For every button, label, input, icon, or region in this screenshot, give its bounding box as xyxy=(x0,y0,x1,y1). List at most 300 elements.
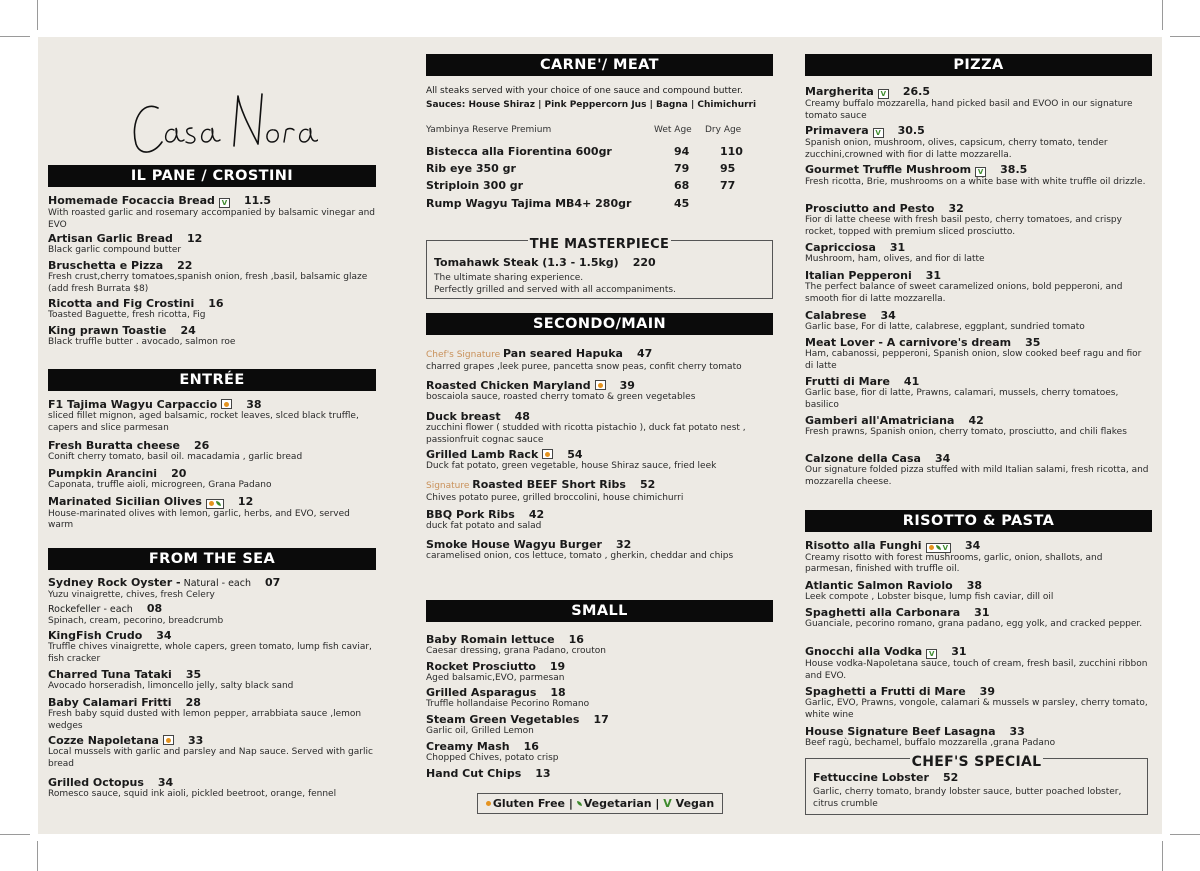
main-menu-item xyxy=(426,448,773,473)
menu-item-name: Capricciosa xyxy=(805,241,876,254)
menu-item-title xyxy=(805,414,1152,427)
menu-item-price: 34 xyxy=(156,629,172,642)
menu-item-description: zucchini flower ( studded with ricotta pistachio ), duck fat potato nest , passionfruit cognac sauce xyxy=(426,423,746,445)
menu-item-name: Grilled Octopus xyxy=(48,776,144,789)
menu-item-price: 22 xyxy=(177,259,193,272)
menu-item-price: 34 xyxy=(157,776,174,789)
menu-item-name: Calzone della Casa xyxy=(805,452,921,465)
menu-item-description: Guanciale, pecorino romano, grana padano, egg yolk, and cracked pepper. xyxy=(805,619,1143,629)
section-header-pizza: PIZZA xyxy=(805,54,1152,76)
steak-dry-age-header: Dry Age xyxy=(705,125,742,135)
meat-intro xyxy=(426,84,773,112)
masterpiece-desc-line-1: The ultimate sharing experience. xyxy=(434,273,584,283)
menu-item-title xyxy=(805,685,1152,698)
menu-item-price: 30.5 xyxy=(897,124,925,137)
menu-item-name: Gourmet Truffle Mushroom xyxy=(805,163,972,176)
sea-menu-item xyxy=(48,629,376,665)
sea-menu-item xyxy=(48,696,376,732)
menu-item-description: Yuzu vinaigrette, chives, fresh Celery xyxy=(48,590,215,600)
entree-menu-item xyxy=(48,398,376,434)
small-menu-item xyxy=(426,740,773,765)
menu-item-description: Caesar dressing, grana Padano, crouton xyxy=(426,646,606,656)
masterpiece-box xyxy=(426,237,773,299)
menu-item-description: House vodka-Napoletana sauce, touch of cream, fresh basil, zucchini ribbon and EVO. xyxy=(805,659,1148,681)
menu-item-title xyxy=(48,194,376,208)
menu-item-description: Chopped Chives, potato crisp xyxy=(426,753,559,763)
menu-item-title xyxy=(48,324,376,337)
menu-item-title xyxy=(48,467,376,480)
menu-item-price: 32 xyxy=(948,202,964,215)
steak-name: Rib eye 350 gr xyxy=(426,162,516,175)
menu-item-price: 31 xyxy=(951,645,967,658)
menu-item-price: 11.5 xyxy=(243,194,272,207)
menu-item-title xyxy=(426,633,773,646)
menu-item-title xyxy=(805,336,1152,349)
menu-item-price: 54 xyxy=(567,448,583,461)
menu-item-price: 39 xyxy=(979,685,995,698)
menu-item-price: 42 xyxy=(968,414,984,427)
gluten-free-badge-icon xyxy=(542,449,553,459)
menu-item-title xyxy=(48,297,376,310)
steak-wet-age-price: 45 xyxy=(674,197,690,210)
menu-item-name: Primavera xyxy=(805,124,869,137)
gluten-free-badge-icon xyxy=(163,735,174,745)
menu-item-name: Frutti di Mare xyxy=(805,375,890,388)
masterpiece-desc xyxy=(434,273,676,296)
menu-item-price: 34 xyxy=(934,452,951,465)
main-menu-item xyxy=(426,538,773,563)
menu-item-price: 39 xyxy=(619,379,635,392)
menu-item-price: 32 xyxy=(615,538,632,551)
sea-menu-item xyxy=(48,734,376,770)
pasta-menu-item xyxy=(805,685,1152,721)
menu-item-description: Caponata, truffle aioli, microgreen, Grana Padano xyxy=(48,480,272,490)
pane-menu-item xyxy=(48,324,376,349)
pane-menu-item xyxy=(48,297,376,322)
menu-item-price: 35 xyxy=(185,668,202,681)
legend-gluten-free: Gluten Free xyxy=(492,797,566,810)
menu-item-title xyxy=(805,163,1152,177)
menu-item-price: 41 xyxy=(903,375,920,388)
steak-wet-age-header: Wet Age xyxy=(654,125,692,135)
pizza-menu-item xyxy=(805,202,1152,238)
menu-item-price: 26.5 xyxy=(902,85,930,98)
menu-item-price: 28 xyxy=(185,696,201,709)
crop-mark xyxy=(37,0,38,30)
steak-row xyxy=(426,145,773,159)
menu-item-title xyxy=(805,124,1152,138)
menu-item-name: Baby Calamari Fritti xyxy=(48,696,172,709)
section-header-pasta: RISOTTO & PASTA xyxy=(805,510,1152,532)
menu-item-name: Meat Lover - A carnivore's dream xyxy=(805,336,1012,349)
menu-item-description: boscaiola sauce, roasted cherry tomato & green vegetables xyxy=(426,392,696,402)
menu-item-title xyxy=(805,606,1152,619)
menu-item-name: Gamberi all'Amatriciana xyxy=(805,414,955,427)
menu-item-price: 31 xyxy=(889,241,906,254)
menu-item-name: Grilled Asparagus xyxy=(426,686,537,699)
section-header-sea: FROM THE SEA xyxy=(48,548,376,570)
menu-item-title xyxy=(426,660,773,673)
gluten-free-dot-icon xyxy=(929,545,934,550)
pizza-menu-item xyxy=(805,85,1152,122)
menu-item-name: Prosciutto and Pesto xyxy=(805,202,935,215)
section-header-pane: IL PANE / CROSTINI xyxy=(48,165,376,187)
menu-item-price: 17 xyxy=(593,713,609,726)
menu-item-name: Hand Cut Chips xyxy=(426,767,522,780)
entree-menu-item xyxy=(48,495,376,532)
menu-item-price: 12 xyxy=(237,495,254,508)
vegan-v-icon: V xyxy=(942,543,948,552)
menu-item-title xyxy=(426,713,773,726)
steak-row xyxy=(426,197,773,211)
pizza-menu-item xyxy=(805,124,1152,161)
steak-dry-age-price: 110 xyxy=(720,145,743,158)
menu-item-name: Homemade Focaccia Bread xyxy=(48,194,215,207)
menu-item-description: caramelised onion, cos lettuce, tomato , gherkin, cheddar and chips xyxy=(426,551,734,561)
menu-item-description: The perfect balance of sweet caramelized onions, bold pepperoni, and smooth fior di latte mozzarella. xyxy=(805,282,1123,304)
section-header-entree: ENTRÉE xyxy=(48,369,376,391)
menu-item-title xyxy=(805,309,1152,322)
menu-item-price: 07 xyxy=(265,576,281,589)
menu-item-variant: Natural - each xyxy=(180,578,252,589)
casa-nora-logo xyxy=(128,70,318,170)
steak-wet-age-price: 68 xyxy=(674,179,690,192)
menu-item-description: Garlic oil, Grilled Lemon xyxy=(426,726,534,736)
steak-dry-age-price: 77 xyxy=(720,179,736,192)
menu-item-title xyxy=(426,379,773,392)
menu-item-name: Creamy Mash xyxy=(426,740,510,753)
gluten-free-badge-icon xyxy=(221,399,232,409)
menu-item-description: Garlic base, For di latte, calabrese, eggplant, sundried tomato xyxy=(805,322,1085,332)
pasta-menu-item xyxy=(805,579,1152,604)
menu-item-price: 38.5 xyxy=(1000,163,1028,176)
pane-menu-item xyxy=(48,232,376,257)
steak-name: Rump Wagyu Tajima MB4+ 280gr xyxy=(426,197,632,210)
vegan-badge-icon: V xyxy=(219,198,230,208)
menu-item-price: 13 xyxy=(535,767,551,780)
menu-item-price: 33 xyxy=(1009,725,1025,738)
menu-item-title xyxy=(805,202,1152,215)
menu-item-name: Roasted BEEF Short Ribs xyxy=(472,478,626,491)
menu-item-price: 34 xyxy=(965,539,981,552)
menu-item-price: 42 xyxy=(528,508,545,521)
menu-item-price: 24 xyxy=(180,324,196,337)
pasta-menu-item xyxy=(805,539,1152,576)
menu-item-name: Pumpkin Arancini xyxy=(48,467,158,480)
sea-menu-item xyxy=(48,776,376,801)
meat-intro-text: All steaks served with your choice of one sauce and compound butter. xyxy=(426,86,743,96)
menu-item-price: 34 xyxy=(880,309,896,322)
vegan-badge-icon: V xyxy=(926,649,937,659)
menu-item-name: Grilled Lamb Rack xyxy=(426,448,539,461)
menu-item-name: House Signature Beef Lasagna xyxy=(805,725,996,738)
crop-mark xyxy=(0,36,30,37)
menu-item-title xyxy=(805,375,1152,388)
menu-item-title xyxy=(48,602,376,616)
menu-item-price: 16 xyxy=(208,297,224,310)
small-menu-item xyxy=(426,713,773,738)
menu-item-price: 38 xyxy=(966,579,983,592)
gluten-free-dot-icon xyxy=(486,801,491,806)
menu-item-name: Italian Pepperoni xyxy=(805,269,912,282)
menu-item-title xyxy=(48,495,376,509)
signature-label: Chef's Signature xyxy=(426,350,503,360)
chefs-special-title: CHEF'S SPECIAL xyxy=(911,754,1042,770)
menu-item-price: 19 xyxy=(549,660,566,673)
menu-item-description: Truffle hollandaise Pecorino Romano xyxy=(426,699,590,709)
menu-item-price: 20 xyxy=(171,467,187,480)
menu-item-name: Gnocchi alla Vodka xyxy=(805,645,923,658)
masterpiece-price: 220 xyxy=(632,256,656,269)
menu-item-description: Fresh ricotta, Brie, mushrooms on a white base with white truffle oil drizzle. xyxy=(805,177,1146,187)
menu-item-price: 52 xyxy=(639,478,656,491)
legend-separator: | xyxy=(655,797,660,810)
menu-item-title xyxy=(426,410,773,423)
sea-menu-item xyxy=(48,602,376,628)
menu-item-price: 16 xyxy=(523,740,539,753)
menu-item-name: Bruschetta e Pizza xyxy=(48,259,164,272)
menu-item-description: Garlic base, fior di latte, Prawns, calamari, mussels, cherry tomatoes, basilico xyxy=(805,388,1119,410)
steak-row xyxy=(426,179,773,193)
steak-name: Bistecca alla Fiorentina 600gr xyxy=(426,145,612,158)
steak-row xyxy=(426,162,773,176)
vegan-v-icon: V xyxy=(663,797,672,810)
pizza-menu-item xyxy=(805,163,1152,189)
menu-item-description: Creamy buffalo mozzarella, hand picked basil and EVOO in our signature tomato sauce xyxy=(805,99,1133,121)
main-menu-item xyxy=(426,410,773,446)
small-menu-item xyxy=(426,633,773,658)
menu-item-name: Margherita xyxy=(805,85,874,98)
small-menu-item xyxy=(426,767,773,780)
menu-item-price: 31 xyxy=(974,606,990,619)
masterpiece-name: Tomahawk Steak (1.3 - 1.5kg) xyxy=(434,256,619,269)
menu-item-price: 31 xyxy=(925,269,942,282)
pizza-menu-item xyxy=(805,375,1152,411)
pizza-menu-item xyxy=(805,414,1152,439)
chefs-special-name: Fettuccine Lobster xyxy=(813,771,929,784)
chefs-special-box xyxy=(805,754,1148,815)
menu-item-title xyxy=(426,767,773,780)
menu-item-description: Leek compote , Lobster bisque, lump fish caviar, dill oil xyxy=(805,592,1054,602)
menu-item-title xyxy=(805,241,1152,254)
menu-item-description: Avocado horseradish, limoncello jelly, salty black sand xyxy=(48,681,294,691)
menu-item-price: 12 xyxy=(186,232,203,245)
menu-item-name: Atlantic Salmon Raviolo xyxy=(805,579,953,592)
menu-item-description: With roasted garlic and rosemary accompanied by balsamic vinegar and EVO xyxy=(48,208,376,230)
chefs-special-price: 52 xyxy=(942,771,959,784)
menu-item-name: Cozze Napoletana xyxy=(48,734,159,747)
vegetarian-leaf-icon xyxy=(936,545,941,550)
section-header-main: SECONDO/MAIN xyxy=(426,313,773,335)
menu-item-description: Toasted Baguette, fresh ricotta, Fig xyxy=(48,310,206,320)
menu-item-title xyxy=(48,776,376,789)
menu-item-title xyxy=(805,85,1152,99)
vegetarian-leaf-icon xyxy=(577,801,582,806)
menu-item-name: Spaghetti a Frutti di Mare xyxy=(805,685,966,698)
menu-item-description: Creamy risotto with forest mushrooms, garlic, onion, shallots, and parmesan, finished with truffle oil. xyxy=(805,552,1103,574)
crop-mark xyxy=(1170,834,1200,835)
menu-item-description: Garlic, EVO, Prawns, vongole, calamari & mussels w parsley, cherry tomato, white wine xyxy=(805,698,1148,720)
menu-item-title xyxy=(48,259,376,272)
menu-item-price: 48 xyxy=(514,410,530,423)
menu-item-title xyxy=(48,232,376,245)
main-menu-item xyxy=(426,478,773,505)
menu-item-description: Ham, cabanossi, pepperoni, Spanish onion, slow cooked beef ragu and fior di latte xyxy=(805,349,1142,371)
menu-item-title xyxy=(48,734,376,747)
menu-item-name: Marinated Sicilian Olives xyxy=(48,495,202,508)
masterpiece-title: THE MASTERPIECE xyxy=(529,237,670,252)
menu-item-price: 08 xyxy=(146,602,163,615)
menu-item-description: Mushroom, ham, olives, and fior di latte xyxy=(805,254,985,264)
menu-item-description: charred grapes ,leek puree, pancetta snow peas, confit cherry tomato xyxy=(426,362,742,372)
menu-item-name: KingFish Crudo xyxy=(48,629,143,642)
chefs-special-item xyxy=(813,771,958,784)
menu-item-price: 38 xyxy=(246,398,262,411)
legend-vegetarian: Vegetarian xyxy=(583,797,652,810)
signature-label: Signature xyxy=(426,481,473,491)
menu-item-title xyxy=(805,269,1152,282)
gluten-free-dot-icon xyxy=(209,501,214,506)
menu-item-name: Steam Green Vegetables xyxy=(426,713,580,726)
menu-item-price: 16 xyxy=(568,633,584,646)
menu-item-price: 35 xyxy=(1025,336,1041,349)
menu-item-title xyxy=(805,452,1152,465)
main-menu-item xyxy=(426,379,773,404)
menu-item-name: King prawn Toastie xyxy=(48,324,167,337)
menu-item-title xyxy=(426,686,773,699)
menu-item-name: BBQ Pork Ribs xyxy=(426,508,515,521)
dietary-badge-icon xyxy=(206,499,224,509)
menu-item-title xyxy=(48,668,376,681)
menu-item-name: Artisan Garlic Bread xyxy=(48,232,173,245)
menu-item-name: Baby Romain lettuce xyxy=(426,633,555,646)
menu-item-description: Fresh prawns, Spanish onion, cherry tomato, prosciutto, and chili flakes xyxy=(805,427,1127,437)
menu-item-description: Black truffle butter . avocado, salmon roe xyxy=(48,337,236,347)
legend-separator: | xyxy=(568,797,573,810)
menu-item-title xyxy=(805,645,1152,659)
menu-item-description: Spinach, cream, pecorino, breadcrumb xyxy=(48,616,224,626)
dietary-badge-icon xyxy=(926,543,951,553)
menu-item-name: Duck breast xyxy=(426,410,501,423)
menu-item-name: Calabrese xyxy=(805,309,867,322)
menu-item-description: Black garlic compound butter xyxy=(48,245,182,255)
menu-item-description: Beef ragù, bechamel, buffalo mozzarella ,grana Padano xyxy=(805,738,1056,748)
legend-vegan: Vegan xyxy=(675,797,715,810)
menu-item-title xyxy=(426,478,773,493)
pasta-menu-item xyxy=(805,645,1152,682)
menu-item-description: Spanish onion, mushroom, olives, capsicum, cherry tomato, tender zucchini,crowned with fior di latte mozzarella. xyxy=(805,138,1108,160)
pizza-menu-item xyxy=(805,336,1152,372)
pizza-menu-item xyxy=(805,241,1152,266)
menu-item-description: Truffle chives vinaigrette, whole capers, green tomato, lump fish caviar, fish cracker xyxy=(48,642,372,664)
masterpiece-item xyxy=(434,256,656,269)
menu-item-name: Risotto alla Funghi xyxy=(805,539,922,552)
section-header-small: SMALL xyxy=(426,600,773,622)
steak-table-header xyxy=(426,125,773,137)
menu-item-title xyxy=(805,725,1152,738)
menu-item-description: Fresh crust,cherry tomatoes,spanish onion, fresh ,basil, balsamic glaze (add fresh Burrata $8) xyxy=(48,272,368,294)
menu-item-title xyxy=(805,539,1152,553)
menu-page xyxy=(38,37,1162,834)
steak-wet-age-price: 94 xyxy=(674,145,690,158)
menu-item-description: Romesco sauce, squid ink aioli, pickled beetroot, orange, fennel xyxy=(48,789,337,799)
menu-item-title xyxy=(426,740,773,753)
entree-menu-item xyxy=(48,439,376,464)
menu-item-name: Smoke House Wagyu Burger xyxy=(426,538,602,551)
gluten-free-badge-icon xyxy=(595,380,606,390)
menu-item-name: Ricotta and Fig Crostini xyxy=(48,297,195,310)
sea-menu-item xyxy=(48,668,376,693)
menu-item-title xyxy=(426,448,773,461)
menu-item-title xyxy=(805,579,1152,592)
meat-sauces: Sauces: House Shiraz | Pink Peppercorn Jus | Bagna | Chimichurri xyxy=(426,100,757,110)
sea-menu-item xyxy=(48,576,376,602)
menu-item-description: House-marinated olives with lemon, garlic, herbs, and EVO, served warm xyxy=(48,508,350,530)
pizza-menu-item xyxy=(805,452,1152,488)
menu-item-title xyxy=(48,629,376,642)
menu-item-name: Spaghetti alla Carbonara xyxy=(805,606,961,619)
crop-mark xyxy=(1162,0,1163,30)
menu-item-variant: Rockefeller - each xyxy=(48,604,133,615)
menu-item-title xyxy=(48,696,376,709)
menu-item-price: 18 xyxy=(550,686,566,699)
vegetarian-leaf-icon xyxy=(216,501,221,506)
crop-mark xyxy=(1162,841,1163,871)
menu-item-name: F1 Tajima Wagyu Carpaccio xyxy=(48,398,218,411)
menu-item-description: Local mussels with garlic and parsley and Nap sauce. Served with garlic bread xyxy=(48,747,373,769)
menu-item-price: 33 xyxy=(187,734,204,747)
vegan-badge-icon: V xyxy=(878,89,889,99)
menu-item-description: duck fat potato and salad xyxy=(426,521,542,531)
menu-item-title xyxy=(48,398,376,411)
chefs-special-desc: Garlic, cherry tomato, brandy lobster sauce, butter poached lobster, citrus crumble xyxy=(813,787,1122,809)
dietary-legend xyxy=(477,793,723,814)
menu-item-name: Roasted Chicken Maryland xyxy=(426,379,591,392)
menu-item-description: Fresh baby squid dusted with lemon pepper, arrabbiata sauce ,lemon wedges xyxy=(48,709,362,731)
menu-item-title xyxy=(426,347,773,362)
steak-wet-age-price: 79 xyxy=(674,162,690,175)
menu-item-description: Our signature folded pizza stuffed with mild Italian salami, fresh ricotta, and mozzarella cheese. xyxy=(805,465,1149,487)
menu-item-title xyxy=(426,508,773,521)
menu-item-title xyxy=(48,576,376,590)
steak-table-label: Yambinya Reserve Premium xyxy=(426,125,552,135)
menu-item-description: Duck fat potato, green vegetable, house Shiraz sauce, fried leek xyxy=(426,461,717,471)
menu-item-description: Chives potato puree, grilled broccolini, house chimichurri xyxy=(426,493,684,503)
menu-item-name: Pan seared Hapuka xyxy=(503,347,623,360)
menu-item-price: 47 xyxy=(636,347,653,360)
pizza-menu-item xyxy=(805,269,1152,305)
pizza-menu-item xyxy=(805,309,1152,334)
crop-mark xyxy=(0,834,30,835)
menu-item-description: Fior di latte cheese with fresh basil pesto, cherry tomatoes, and crispy rocket, topped with premium sliced prosciutto. xyxy=(805,215,1122,237)
main-menu-item xyxy=(426,508,773,533)
small-menu-item xyxy=(426,660,773,685)
small-menu-item xyxy=(426,686,773,711)
menu-item-title xyxy=(48,439,376,452)
menu-item-description: Aged balsamic,EVO, parmesan xyxy=(426,673,565,683)
steak-dry-age-price: 95 xyxy=(720,162,736,175)
pane-menu-item xyxy=(48,194,376,231)
crop-mark xyxy=(37,841,38,871)
menu-item-description: Conift cherry tomato, basil oil. macadamia , garlic bread xyxy=(48,452,303,462)
masterpiece-desc-line-2: Perfectly grilled and served with all accompaniments. xyxy=(434,284,676,295)
menu-item-name: Charred Tuna Tataki xyxy=(48,668,172,681)
main-menu-item xyxy=(426,347,773,374)
menu-item-name: Sydney Rock Oyster - xyxy=(48,576,181,589)
menu-item-name: Fresh Buratta cheese xyxy=(48,439,181,452)
vegan-badge-icon: V xyxy=(873,128,884,138)
steak-name: Striploin 300 gr xyxy=(426,179,524,192)
